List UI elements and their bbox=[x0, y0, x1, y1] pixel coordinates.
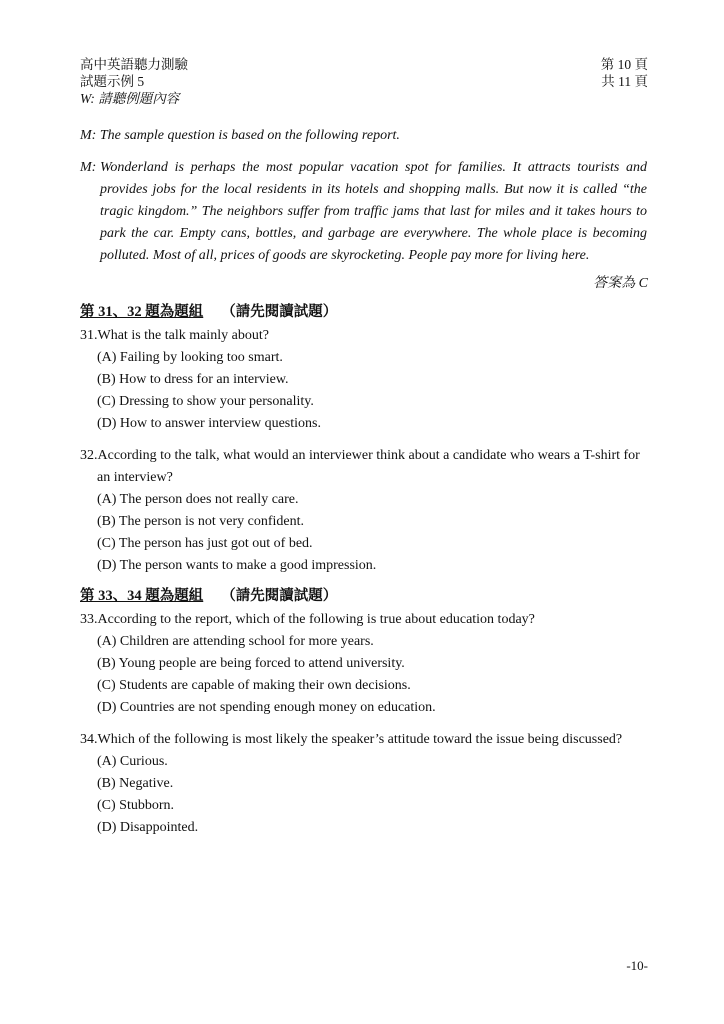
document-header-left bbox=[80, 56, 188, 107]
question-34 bbox=[80, 729, 650, 839]
speaker-label: M: bbox=[80, 160, 97, 175]
option-a: (A) The person does not really care. bbox=[97, 492, 299, 507]
sample-answer: 答案為 C bbox=[593, 276, 648, 291]
option-a: (A) Curious. bbox=[97, 754, 168, 769]
listen-instruction: W: 請聽例題內容 bbox=[80, 91, 180, 106]
question-31 bbox=[80, 325, 650, 435]
question-number: 34. bbox=[80, 732, 98, 747]
passage-text: Wonderland is perhaps the most popular vacation spot for families. It attracts tourists and provides jobs for the local residents in its hotels and shopping malls. But now it is called “the tragic kingdom.” The neighbors suffer from traffic jams that last for miles and it takes hours to park the car. Empty cans, bottles, and garbage are everywhere. The whole place is becoming polluted. Most of all, prices of goods are skyrocketing. People pay more for living here. bbox=[100, 160, 647, 263]
group-title: 第 33、34 題為題組 bbox=[80, 588, 204, 604]
question-33 bbox=[80, 609, 650, 719]
sample-intro: M: The sample question is based on the following report. bbox=[80, 128, 400, 143]
group-note: （請先閱讀試題） bbox=[221, 588, 338, 604]
question-group-heading bbox=[80, 300, 337, 321]
total-pages-label: 共 11 頁 bbox=[601, 74, 648, 89]
option-c: (C) The person has just got out of bed. bbox=[97, 536, 313, 551]
question-stem bbox=[80, 609, 650, 631]
question-stem bbox=[80, 325, 650, 347]
option-d: (D) Countries are not spending enough money on education. bbox=[97, 700, 436, 715]
option-b: (B) The person is not very confident. bbox=[97, 514, 304, 529]
exam-subtitle: 試題示例 5 bbox=[80, 74, 145, 89]
group-note: （請先閱讀試題） bbox=[221, 304, 338, 320]
option-d: (D) The person wants to make a good impression. bbox=[97, 558, 377, 573]
question-number: 31. bbox=[80, 328, 98, 343]
sample-passage bbox=[80, 157, 647, 267]
question-number: 33. bbox=[80, 612, 98, 627]
question-text: Which of the following is most likely the speaker’s attitude toward the issue being discussed? bbox=[97, 732, 623, 747]
page-number: -10- bbox=[626, 958, 648, 973]
option-d: (D) How to answer interview questions. bbox=[97, 416, 321, 431]
option-d: (D) Disappointed. bbox=[97, 820, 199, 835]
document-header-right bbox=[601, 56, 648, 90]
option-b: (B) Young people are being forced to attend university. bbox=[97, 656, 405, 671]
option-b: (B) How to dress for an interview. bbox=[97, 372, 289, 387]
question-number: 32. bbox=[80, 448, 98, 463]
option-b: (B) Negative. bbox=[97, 776, 174, 791]
option-a: (A) Failing by looking too smart. bbox=[97, 350, 283, 365]
exam-title: 高中英語聽力測驗 bbox=[80, 57, 188, 72]
question-stem bbox=[80, 445, 650, 489]
page-label: 第 10 頁 bbox=[600, 57, 648, 72]
option-c: (C) Dressing to show your personality. bbox=[97, 394, 314, 409]
question-32 bbox=[80, 445, 650, 577]
question-stem bbox=[80, 729, 650, 751]
option-c: (C) Students are capable of making their own decisions. bbox=[97, 678, 411, 693]
option-a: (A) Children are attending school for more years. bbox=[97, 634, 374, 649]
question-text: According to the talk, what would an interviewer think about a candidate who wears a T-shirt for an interview? bbox=[97, 448, 640, 485]
option-c: (C) Stubborn. bbox=[97, 798, 174, 813]
group-title: 第 31、32 題為題組 bbox=[80, 304, 204, 320]
question-text: According to the report, which of the following is true about education today? bbox=[97, 612, 535, 627]
question-text: What is the talk mainly about? bbox=[97, 328, 269, 343]
question-group-heading bbox=[80, 584, 337, 605]
